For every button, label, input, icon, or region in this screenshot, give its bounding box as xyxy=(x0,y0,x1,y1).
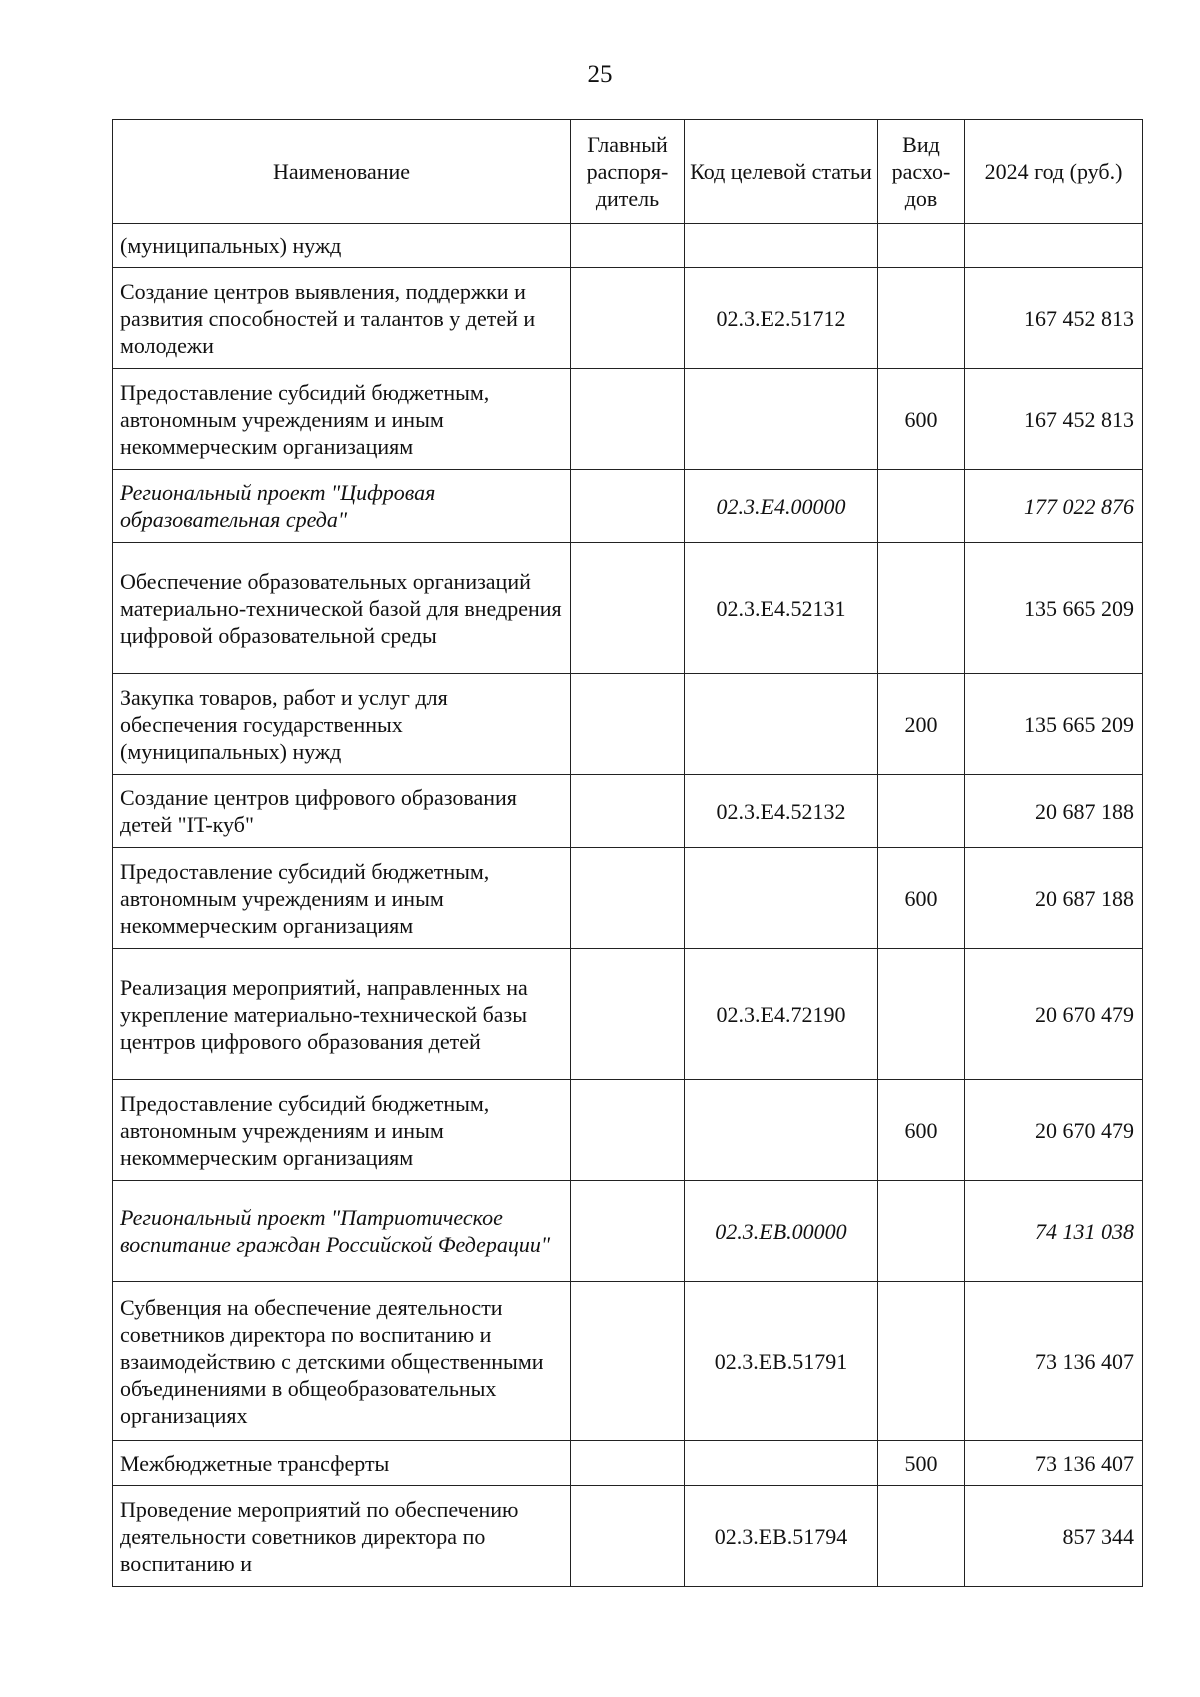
table-row xyxy=(113,1181,1143,1282)
cell-admin xyxy=(571,369,685,470)
cell-type: 600 xyxy=(878,848,965,949)
header-name: Наименование xyxy=(113,120,571,224)
cell-code xyxy=(685,369,878,470)
table-body xyxy=(113,224,1143,1587)
cell-code: 02.3.E4.72190 xyxy=(685,949,878,1080)
cell-admin xyxy=(571,470,685,543)
cell-type xyxy=(878,949,965,1080)
cell-admin xyxy=(571,543,685,674)
cell-type xyxy=(878,268,965,369)
table-row xyxy=(113,543,1143,674)
cell-admin xyxy=(571,949,685,1080)
cell-amount: 167 452 813 xyxy=(965,369,1143,470)
cell-amount: 20 670 479 xyxy=(965,949,1143,1080)
table-row xyxy=(113,268,1143,369)
cell-admin xyxy=(571,224,685,268)
cell-name: Предоставление субсидий бюджетным, автономным учреждениям и иным некоммерческим организациям xyxy=(113,1080,571,1181)
cell-name: Региональный проект "Цифровая образовательная среда" xyxy=(113,470,571,543)
cell-type: 600 xyxy=(878,369,965,470)
table-row xyxy=(113,1080,1143,1181)
cell-amount: 135 665 209 xyxy=(965,543,1143,674)
table-row xyxy=(113,1282,1143,1441)
table-row xyxy=(113,1441,1143,1486)
cell-code: 02.3.E4.00000 xyxy=(685,470,878,543)
cell-code xyxy=(685,1441,878,1486)
table-row xyxy=(113,470,1143,543)
cell-name: Региональный проект "Патриотическое воспитание граждан Российской Федерации" xyxy=(113,1181,571,1282)
cell-amount: 20 687 188 xyxy=(965,775,1143,848)
page-number: 25 xyxy=(587,61,613,88)
cell-code: 02.3.EB.51794 xyxy=(685,1486,878,1587)
cell-code: 02.3.E4.52132 xyxy=(685,775,878,848)
cell-code: 02.3.E2.51712 xyxy=(685,268,878,369)
cell-admin xyxy=(571,1080,685,1181)
cell-name: (муниципальных) нужд xyxy=(113,224,571,268)
cell-type xyxy=(878,543,965,674)
budget-table xyxy=(112,119,1143,1587)
cell-type: 600 xyxy=(878,1080,965,1181)
cell-amount: 135 665 209 xyxy=(965,674,1143,775)
table-row xyxy=(113,1486,1143,1587)
cell-code xyxy=(685,674,878,775)
cell-admin xyxy=(571,674,685,775)
cell-name: Межбюджетные трансферты xyxy=(113,1441,571,1486)
cell-name: Предоставление субсидий бюджетным, автономным учреждениям и иным некоммерческим организациям xyxy=(113,848,571,949)
cell-type xyxy=(878,1181,965,1282)
header-admin: Главный распоря-дитель xyxy=(571,120,685,224)
cell-code: 02.3.E4.52131 xyxy=(685,543,878,674)
table-row xyxy=(113,775,1143,848)
cell-amount xyxy=(965,224,1143,268)
cell-code xyxy=(685,224,878,268)
cell-code xyxy=(685,1080,878,1181)
header-code: Код целевой статьи xyxy=(685,120,878,224)
table-row xyxy=(113,224,1143,268)
table-row xyxy=(113,848,1143,949)
cell-type: 200 xyxy=(878,674,965,775)
table-row xyxy=(113,949,1143,1080)
cell-admin xyxy=(571,1486,685,1587)
table-row xyxy=(113,674,1143,775)
cell-code xyxy=(685,848,878,949)
header-type: Вид расхо-дов xyxy=(878,120,965,224)
cell-amount: 857 344 xyxy=(965,1486,1143,1587)
table-row xyxy=(113,369,1143,470)
cell-type xyxy=(878,1486,965,1587)
cell-amount: 20 670 479 xyxy=(965,1080,1143,1181)
cell-type xyxy=(878,224,965,268)
cell-admin xyxy=(571,1441,685,1486)
cell-amount: 73 136 407 xyxy=(965,1441,1143,1486)
cell-name: Субвенция на обеспечение деятельности советников директора по воспитанию и взаимодействию с детскими общественными объединениями в общеобразовательных организациях xyxy=(113,1282,571,1441)
cell-name: Создание центров выявления, поддержки и развития способностей и талантов у детей и молодежи xyxy=(113,268,571,369)
cell-code: 02.3.EB.51791 xyxy=(685,1282,878,1441)
cell-type: 500 xyxy=(878,1441,965,1486)
cell-amount: 73 136 407 xyxy=(965,1282,1143,1441)
cell-name: Создание центров цифрового образования детей "IT-куб" xyxy=(113,775,571,848)
cell-type xyxy=(878,1282,965,1441)
cell-admin xyxy=(571,1181,685,1282)
cell-admin xyxy=(571,1282,685,1441)
cell-name: Обеспечение образовательных организаций материально-технической базой для внедрения цифровой образовательной среды xyxy=(113,543,571,674)
cell-amount: 167 452 813 xyxy=(965,268,1143,369)
cell-admin xyxy=(571,848,685,949)
cell-admin xyxy=(571,775,685,848)
cell-type xyxy=(878,775,965,848)
cell-name: Реализация мероприятий, направленных на укрепление материально-технической базы центров цифрового образования детей xyxy=(113,949,571,1080)
cell-amount: 20 687 188 xyxy=(965,848,1143,949)
cell-name: Закупка товаров, работ и услуг для обеспечения государственных (муниципальных) нужд xyxy=(113,674,571,775)
cell-name: Проведение мероприятий по обеспечению деятельности советников директора по воспитанию и xyxy=(113,1486,571,1587)
table-header-row xyxy=(113,120,1143,224)
header-amount: 2024 год (руб.) xyxy=(965,120,1143,224)
cell-amount: 74 131 038 xyxy=(965,1181,1143,1282)
cell-admin xyxy=(571,268,685,369)
cell-code: 02.3.EB.00000 xyxy=(685,1181,878,1282)
cell-name: Предоставление субсидий бюджетным, автономным учреждениям и иным некоммерческим организациям xyxy=(113,369,571,470)
cell-type xyxy=(878,470,965,543)
cell-amount: 177 022 876 xyxy=(965,470,1143,543)
